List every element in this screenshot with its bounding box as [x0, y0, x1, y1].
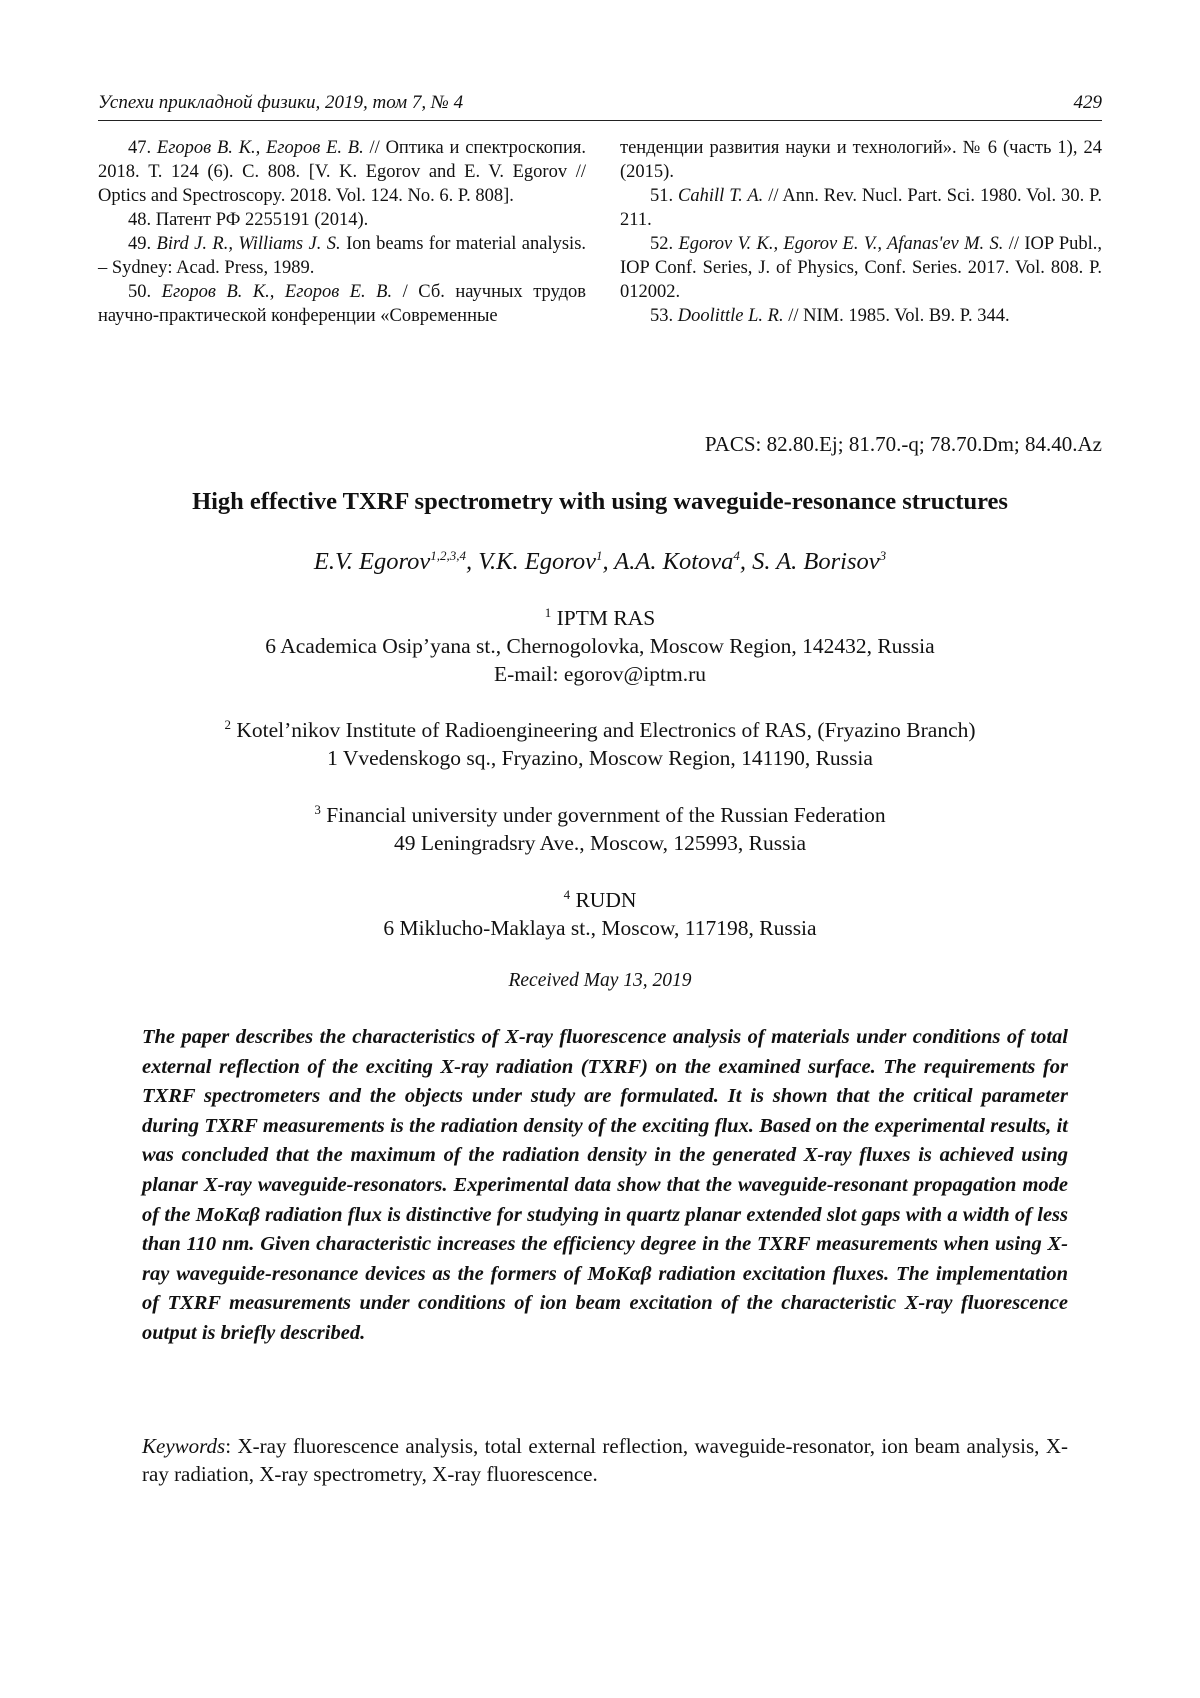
keywords-text: : X-ray fluorescence analysis, total external reflection, waveguide-resonator, ion beam analysis, X-ray radiation, X-ray spectrometry, X-ray fluorescence.	[142, 1434, 1068, 1486]
references-left-column	[98, 136, 586, 328]
reference-item: 47. Егоров В. К., Егоров Е. В. // Оптика и спектроскопия. 2018. Т. 124 (6). С. 808. [V. K. Egorov and E. V. Egorov // Optics and Spectroscopy. 2018. Vol. 124. No. 6. P. 808].	[98, 136, 586, 208]
reference-item: 50. Егоров В. К., Егоров Е. В. / Сб. научных трудов научно-практической конференции «Современные	[98, 280, 586, 328]
author-email: E-mail: egorov@iptm.ru	[98, 660, 1102, 688]
reference-continuation: тенденции развития науки и технологий». № 6 (часть 1), 24 (2015).	[620, 136, 1102, 184]
affiliation-1: 1 IPTM RAS 6 Academica Osip’yana st., Chernogolovka, Moscow Region, 142432, Russia E-mail: egorov@iptm.ru	[98, 604, 1102, 688]
affiliation-2: 2 Kotel’nikov Institute of Radioengineering and Electronics of RAS, (Fryazino Branch) 1 Vvedenskogo sq., Fryazino, Moscow Region, 141190, Russia	[98, 716, 1102, 772]
page-number: 429	[1074, 92, 1103, 114]
journal-title: Успехи прикладной физики, 2019, том 7, № 4	[98, 92, 463, 114]
author: A.A. Kotova	[614, 548, 733, 575]
keywords-label: Keywords	[142, 1434, 225, 1458]
keywords	[142, 1432, 1068, 1488]
references-right-column	[620, 136, 1102, 328]
abstract: The paper describes the characteristics of X-ray fluorescence analysis of materials under conditions of total external reflection of the exciting X-ray radiation (TXRF) on the examined surface. The requirements for TXRF spectrometers and the objects under study are formulated. It is shown that the critical parameter during TXRF measurements is the radiation density of the exciting flux. Based on the experimental results, it was concluded that the maximum of the radiation density in the generated X-ray fluxes is achieved using planar X-ray waveguide-resonators. Experimental data show that the waveguide-resonant propagation mode of the MoKαβ radiation flux is distinctive for studying in quartz planar extended slot gaps with a width of less than 110 nm. Given characteristic increases the efficiency degree in the TXRF measurements when using X-ray waveguide-resonance devices as the formers of MoKαβ radiation excitation fluxes. The implementation of TXRF measurements under conditions of ion beam excitation of the characteristic X-ray fluorescence output is briefly described.	[142, 1023, 1068, 1349]
author: S. A. Borisov	[752, 548, 880, 575]
reference-item: 48. Патент РФ 2255191 (2014).	[98, 208, 586, 232]
reference-item: 53. Doolittle L. R. // NIM. 1985. Vol. B9. P. 344.	[620, 304, 1102, 328]
reference-item: 51. Cahill T. A. // Ann. Rev. Nucl. Part. Sci. 1980. Vol. 30. P. 211.	[620, 184, 1102, 232]
journal-page	[0, 0, 1200, 1698]
running-header	[98, 92, 1102, 121]
reference-item: 52. Egorov V. K., Egorov E. V., Afanas'ev M. S. // IOP Publ., IOP Conf. Series, J. of Physics, Conf. Series. 2017. Vol. 808. P. 012002.	[620, 232, 1102, 304]
author: V.K. Egorov	[478, 548, 596, 575]
author: E.V. Egorov	[314, 548, 430, 575]
reference-item: 49. Bird J. R., Williams J. S. Ion beams for material analysis. – Sydney: Acad. Press, 1989.	[98, 232, 586, 280]
author-list: E.V. Egorov1,2,3,4, V.K. Egorov1, A.A. Kotova4, S. A. Borisov3	[98, 548, 1102, 576]
pacs-codes: PACS: 82.80.Ej; 81.70.-q; 78.70.Dm; 84.40.Az	[705, 432, 1102, 457]
affiliation-4: 4 RUDN 6 Miklucho-Maklaya st., Moscow, 117198, Russia	[98, 886, 1102, 942]
article-title: High effective TXRF spectrometry with using waveguide-resonance structures	[98, 488, 1102, 516]
affiliation-3: 3 Financial university under government of the Russian Federation 49 Leningradsry Ave., Moscow, 125993, Russia	[98, 801, 1102, 857]
received-date: Received May 13, 2019	[98, 970, 1102, 992]
